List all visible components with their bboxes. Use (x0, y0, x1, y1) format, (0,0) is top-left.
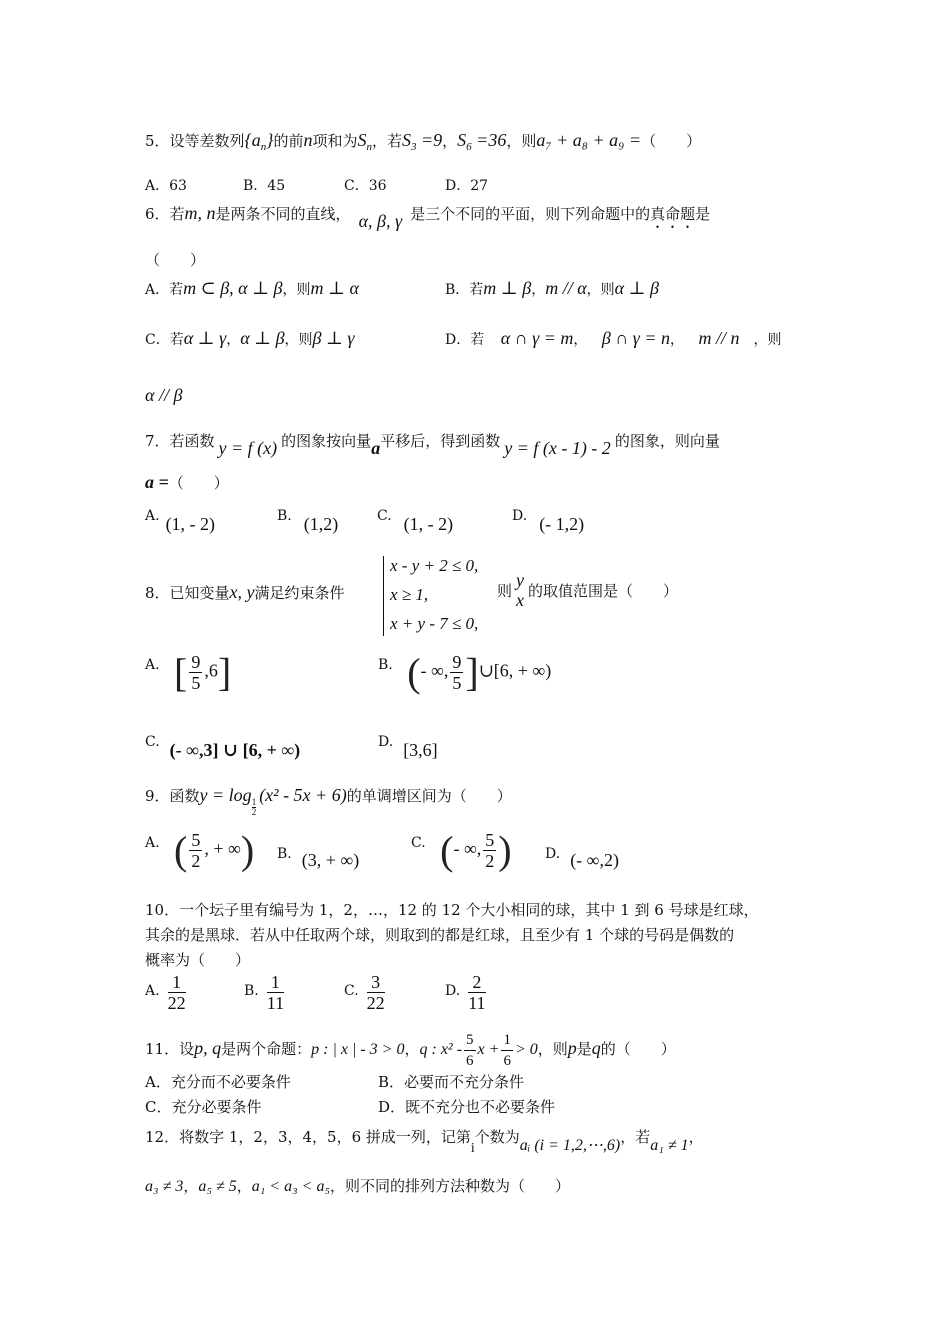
q6-planes: α, β, γ (358, 211, 403, 231)
q7-function-original: y = f (x) (218, 438, 278, 458)
q10-option-c: C. $\frac{3}{22}$ (344, 972, 385, 1013)
q12-stem-b: a₃ ≠ 3，a₅ ≠ 5，a₁ < a₃ < a₅，则不同的排列方法种数为（ ） (145, 1177, 571, 1195)
q9-option-a: A. ( $\frac{5}{2}$ , + ∞) (145, 827, 255, 873)
q12-condition-1: a₁ ≠ 1 (650, 1137, 689, 1154)
q5-cond1: $S_3 =9$ (402, 130, 443, 153)
q10-option-d: D. $\frac{2}{11}$ (445, 972, 486, 1013)
q5-option-c: C．36 (344, 178, 387, 194)
q8-constraint-1: x - y + 2 ≤ 0, (390, 556, 479, 575)
q8-option-d: D. [3,6] (378, 734, 438, 760)
q9-stem: 9．函数y = log $\frac{1}{2}$ (x² - 5x + 6)的单调增区间为（ ） (145, 785, 512, 817)
q10-line-3: 概率为（ ） (145, 951, 251, 969)
q8-option-a: A. [ $\frac{9}{5}$ ,6] (145, 649, 232, 695)
q11-stem: 11．设p, q是两个命题：p : | x | - 3 > 0，q : x² - $\frac{5}{6}$ x + $\frac{1}{6}$ > 0，则p是q的（ ） (145, 1032, 676, 1069)
q8-constraint-3: x + y - 7 ≤ 0, (390, 614, 479, 633)
q10-line-2: 其余的是黑球．若从中任取两个球，则取到的都是红球，且至少有 1 个球的号码是偶数的 (145, 926, 735, 944)
q8-option-b: B. (- ∞, $\frac{9}{5}$ ]∪[6, + ∞) (378, 649, 552, 695)
q10-option-a: A. $\frac{1}{22}$ (145, 972, 186, 1013)
q8-option-c: C. (- ∞,3] ∪ [6, + ∞) (145, 734, 301, 760)
q9-option-b: B. (3, + ∞) (277, 846, 360, 870)
q6-text-d: 是 (695, 205, 711, 223)
q12-stem-a: 12．将数字 1，2，3，4，5，6 拼成一列，记第i个数为aᵢ (i = 1,2,⋯,6)，若a₁ ≠ 1， (145, 1128, 704, 1156)
q5-text-a: 5．设等差数列 (145, 132, 245, 150)
q11-pq: p, q (194, 1038, 222, 1059)
q6-a-result: m ⊥ α (310, 278, 359, 298)
q8-stem-b: 则 y x 的取值范围是（ ） (497, 570, 679, 610)
q10-option-b: B. $\frac{1}{11}$ (244, 972, 285, 1013)
q6-lines-mn: m, n (184, 203, 216, 223)
q8-stem-a: 8．已知变量x, y满足约束条件 (145, 582, 345, 602)
q12-index-i: i (470, 1141, 475, 1156)
q9-option-d: D. (- ∞,2) (545, 846, 620, 870)
q9-option-c: C. (- ∞, $\frac{5}{2}$ ) (411, 827, 512, 873)
q5-seq: $\{a_n\}$ (244, 130, 274, 153)
q5-option-a: A．63 (145, 178, 187, 194)
q8-constraint-2: x ≥ 1, (390, 585, 429, 604)
q7-function-shifted: y = f (x - 1) - 2 (504, 438, 611, 458)
q5-n: n (303, 130, 313, 150)
q7-option-a: A. (1, - 2) (145, 508, 216, 534)
q5-text-d: ，若 (371, 132, 402, 150)
q6-text-a: 6．若 (145, 205, 185, 223)
q5-text-b: 的前 (273, 132, 304, 150)
q5-text-e: ，则 (506, 132, 537, 150)
q6-d-result: α // β (145, 385, 183, 405)
q5-stem (145, 130, 701, 157)
q6-text-c: 是三个不同的平面，则下列命题中的 (410, 205, 651, 223)
q5-sep: ， (442, 132, 458, 150)
q6-answer-paren: （ ） (145, 251, 206, 269)
q5-text-c: 项和为 (312, 132, 358, 150)
q11-p-definition: p : | x | - 3 > 0 (311, 1041, 405, 1059)
q8-fraction: y x (516, 570, 525, 610)
q11-option-b: B．必要而不充分条件 (378, 1073, 525, 1091)
q6-option-c: C．若α ⊥ γ，α ⊥ β，则β ⊥ γ (145, 328, 355, 348)
q6-text-b: 是两条不同的直线， (215, 205, 351, 223)
q7-option-d: D. (- 1,2) (512, 508, 585, 534)
q5-option-d: D．27 (445, 178, 489, 194)
q11-q-definition: q : x² - $\frac{5}{6}$ x + $\frac{1}{6}$ > 0 (419, 1032, 538, 1069)
q7-option-c: C. (1, - 2) (377, 508, 454, 534)
q6-option-a: A．若m ⊂ β, α ⊥ β，则m ⊥ α (145, 278, 359, 298)
q6-a-condition: m ⊂ β, α ⊥ β (183, 278, 283, 298)
q12-condition-2: a₃ ≠ 3 (145, 1178, 184, 1195)
q5-cond2: $S_6 =36$ (457, 130, 507, 153)
q5-option-b: B．45 (243, 178, 286, 194)
q12-sequence: aᵢ (i = 1,2,⋯,6) (519, 1137, 621, 1154)
q8-constraint-brace (383, 556, 384, 636)
q12-condition-3: a₅ ≠ 5 (198, 1178, 237, 1195)
q5-answer-paren: （ ） (641, 132, 702, 150)
q7-option-b: B. (1,2) (277, 508, 339, 534)
q7-ask: a =（ ） (145, 472, 229, 492)
q7-vector: a (371, 438, 381, 458)
q5-expression: a₇ + a₈ + a₉ = (536, 130, 642, 150)
q10-line-1: 10．一个坛子里有编号为 1，2，…，12 的 12 个大小相同的球，其中 1 到 6 号球是红球， (145, 901, 759, 919)
q8-variables: x, y (229, 582, 255, 602)
q7-stem: 7．若函数 y = f (x) 的图象按向量a平移后，得到函数 y = f (x - 1) - 2 的图象，则向量 (145, 432, 720, 458)
q12-condition-4: a₁ < a₃ < a₅ (251, 1178, 330, 1195)
q11-option-d: D．既不充分也不必要条件 (378, 1098, 556, 1116)
q11-option-c: C．充分必要条件 (145, 1098, 262, 1116)
q5-Sn: $S_n$ (357, 130, 372, 153)
q6-stem (145, 203, 710, 232)
q6-option-d: D．若 α ∩ γ = m， β ∩ γ = n， m // n ，则 (445, 328, 782, 348)
q6-option-b: B．若m ⊥ β，m // α，则α ⊥ β (445, 278, 659, 298)
q9-function: y = log $\frac{1}{2}$ (x² - 5x + 6) (199, 785, 347, 817)
q6-emphasis: 真命题 (650, 205, 696, 223)
q11-option-a: A．充分而不必要条件 (145, 1073, 291, 1091)
